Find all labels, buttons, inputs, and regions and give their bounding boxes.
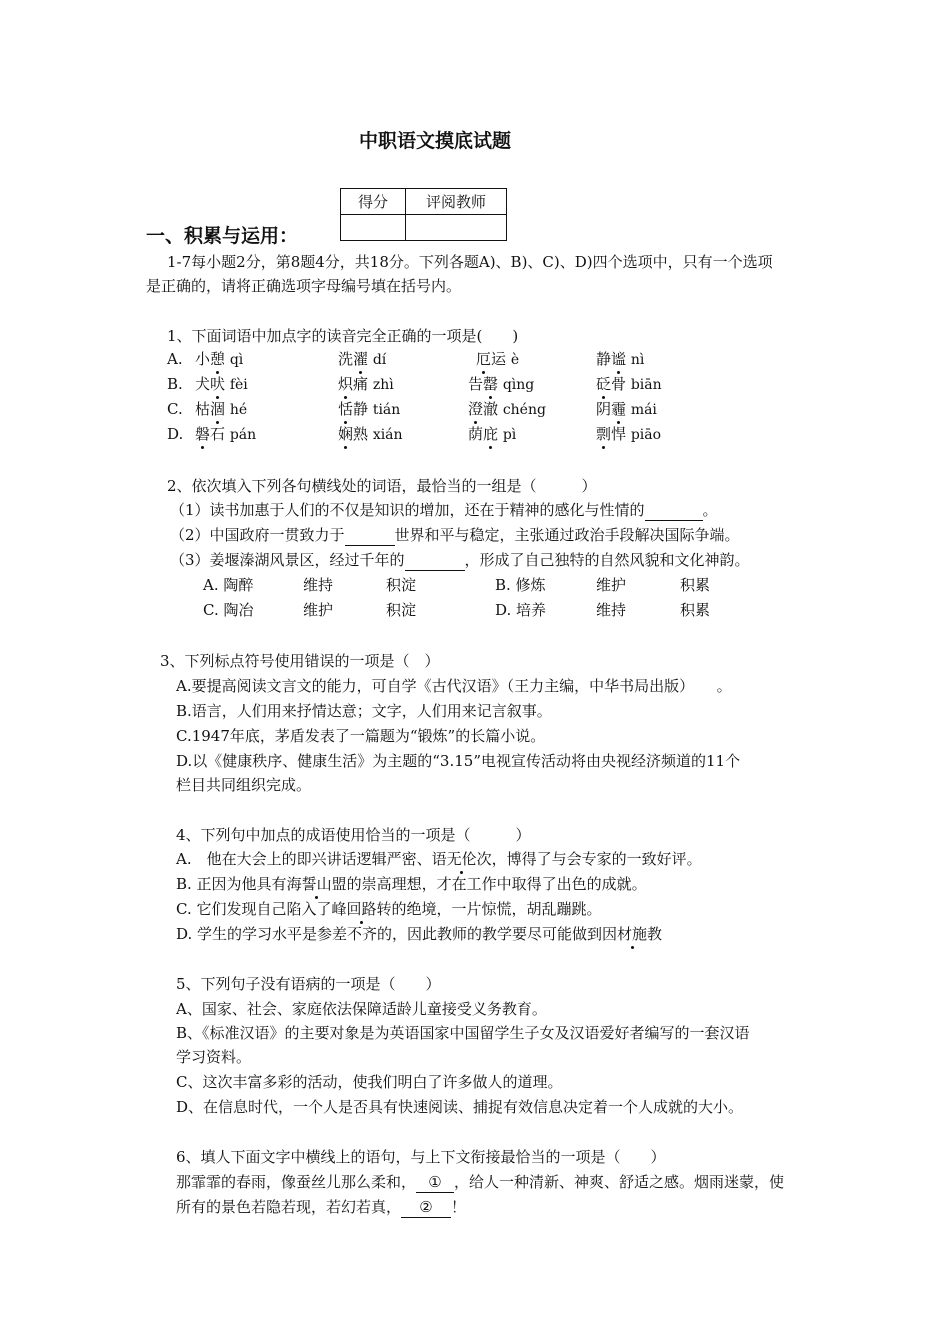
- q1-a-word-4: 静谧 nì: [596, 350, 645, 368]
- teacher-header: 评阅教师: [406, 189, 507, 215]
- score-table: [340, 188, 507, 241]
- q4-option-c: C. 它们发现自己陷入了峰回路转的绝境，一片惊慌，胡乱蹦跳。: [176, 900, 602, 918]
- instructions-line-2: 是正确的，请将正确选项字母编号填在括号内。: [146, 277, 462, 295]
- q1-b-word-1: 犬吠 fèi: [195, 375, 248, 393]
- q2-option-b-word-3: 积累: [680, 576, 711, 594]
- q1-d-word-3: 荫庇 pì: [468, 425, 517, 443]
- score-header: 得分: [341, 189, 406, 215]
- q2-blank-3[interactable]: [405, 550, 465, 571]
- q1-c-word-1: 枯涸 hé: [195, 400, 248, 418]
- q2-blank-2[interactable]: [345, 525, 395, 546]
- q6-stem: 6、填人下面文字中横线上的语句，与上下文衔接最恰当的一项是（ ）: [176, 1148, 666, 1166]
- q4-c-idiom: 峰回路转: [331, 900, 392, 918]
- q4-b-idiom: 海誓山盟: [286, 875, 347, 893]
- q1-option-b-label: B.: [167, 375, 183, 393]
- q2-option-c-word-3: 积淀: [386, 601, 417, 619]
- q1-b-word-3: 告罄 qìng: [468, 375, 535, 393]
- q1-c-word-4: 阴霾 mái: [596, 400, 657, 418]
- q4-option-b: B. 正因为他具有海誓山盟的崇高理想，才在工作中取得了出色的成就。: [176, 875, 647, 893]
- q1-d-word-4: 剽悍 piāo: [596, 425, 662, 443]
- q4-option-d: D. 学生的学习水平是参差不齐的，因此教师的教学要尽可能做到因材施教: [176, 925, 663, 943]
- q2-stem: 2、依次填入下列各句横线处的词语，最恰当的一组是（ ）: [167, 477, 597, 495]
- q4-a-idiom: 语无伦次: [431, 850, 492, 868]
- q1-d-word-1: 磐石 pán: [195, 425, 257, 443]
- q1-option-d-label: D.: [167, 425, 184, 443]
- q2-option-a-word-2: 维持: [303, 576, 334, 594]
- q6-blank-2[interactable]: ②: [401, 1197, 451, 1218]
- q2-option-c: C. 陶冶: [203, 601, 254, 619]
- page-title: 中职语文摸底试题: [358, 130, 511, 152]
- section-heading: 一、积累与运用：: [146, 225, 299, 247]
- q3-option-d-line-1: D.以《健康秩序、健康生活》为主题的“3.15”电视宣传活动将由央视经济频道的11个: [176, 752, 741, 770]
- q2-option-b: B. 修炼: [495, 576, 546, 594]
- score-cell[interactable]: [341, 215, 406, 241]
- q2-option-c-word-2: 维护: [303, 601, 334, 619]
- q3-option-a: A.要提高阅读文言文的能力，可自学《古代汉语》（王力主编，中华书局出版） 。: [176, 677, 732, 695]
- q1-a-word-1: 小憩 qì: [195, 350, 244, 368]
- q1-c-word-3: 澄澈 chéng: [468, 400, 546, 418]
- q2-option-d-word-3: 积累: [680, 601, 711, 619]
- q2-sentence-2: （2）中国政府一贯致力于 世界和平与稳定，主张通过政治手段解决国际争端。: [170, 526, 740, 544]
- q1-b-word-4: 砭骨 biān: [596, 375, 662, 393]
- q1-option-a-label: A.: [167, 350, 183, 368]
- q5-option-a: A、国家、社会、家庭依法保障适龄儿童接受义务教育。: [176, 1000, 547, 1018]
- q5-option-d: D、在信息时代，一个人是否具有快速阅读、捕捉有效信息决定着一个人成就的大小。: [176, 1098, 744, 1116]
- q2-sentence-3: （3）姜堰溱湖风景区，经过千年的 ，形成了自己独特的自然风貌和文化神韵。: [170, 551, 750, 569]
- q6-blank-1[interactable]: ①: [416, 1172, 454, 1193]
- q1-a-word-3: 厄运 è: [476, 350, 520, 368]
- q5-stem: 5、下列句子没有语病的一项是（ ）: [176, 975, 441, 993]
- teacher-cell[interactable]: [406, 215, 507, 241]
- q2-option-d: D. 培养: [495, 601, 547, 619]
- q1-a-word-2: 洗濯 dí: [338, 350, 387, 368]
- q1-b-word-2: 炽痛 zhì: [338, 375, 394, 393]
- q3-option-b: B.语言，人们用来抒情达意；文字，人们用来记言叙事。: [176, 702, 552, 720]
- q1-d-word-2: 娴熟 xián: [338, 425, 403, 443]
- q3-stem: 3、下列标点符号使用错误的一项是（ ）: [160, 652, 440, 670]
- q6-text-line-2: 所有的景色若隐若现，若幻若真， ② ！: [176, 1198, 467, 1216]
- q4-stem: 4、下列句中加点的成语使用恰当的一项是（ ）: [176, 826, 531, 844]
- q2-option-d-word-2: 维持: [596, 601, 627, 619]
- q5-option-b-line-2: 学习资料。: [176, 1048, 252, 1066]
- q1-c-word-2: 恬静 tián: [338, 400, 401, 418]
- q3-option-c: C.1947年底，茅盾发表了一篇题为“锻炼”的长篇小说。: [176, 727, 546, 745]
- q5-option-c: C、这次丰富多彩的活动，使我们明白了许多做人的道理。: [176, 1073, 563, 1091]
- q4-d-idiom: 因材施教: [602, 925, 663, 943]
- q2-sentence-1: （1）读书加惠于人们的不仅是知识的增加，还在于精神的感化与性情的 。: [170, 501, 718, 519]
- q1-stem: 1、下面词语中加点字的读音完全正确的一项是( ): [167, 327, 519, 345]
- q5-option-b-line-1: B、《标准汉语》的主要对象是为英语国家中国留学生子女及汉语爱好者编写的一套汉语: [176, 1024, 750, 1042]
- q1-option-c-label: C.: [167, 400, 183, 418]
- instructions-line-1: 1-7每小题2分，第8题4分，共18分。下列各题A)、B)、C)、D)四个选项中，只有一个选项: [167, 253, 773, 271]
- q3-option-d-line-2: 栏目共同组织完成。: [176, 776, 312, 794]
- q2-blank-1[interactable]: [645, 500, 703, 521]
- q2-option-a: A. 陶醉: [203, 576, 254, 594]
- q6-text-line-1: 那霏霏的春雨，像蚕丝儿那么柔和， ① ，给人一种清新、神爽、舒适之感。烟雨迷蒙，使: [176, 1173, 785, 1191]
- q2-option-a-word-3: 积淀: [386, 576, 417, 594]
- q2-option-b-word-2: 维护: [596, 576, 627, 594]
- q4-option-a: A. 他在大会上的即兴讲话逻辑严密、语无伦次，博得了与会专家的一致好评。: [176, 850, 702, 868]
